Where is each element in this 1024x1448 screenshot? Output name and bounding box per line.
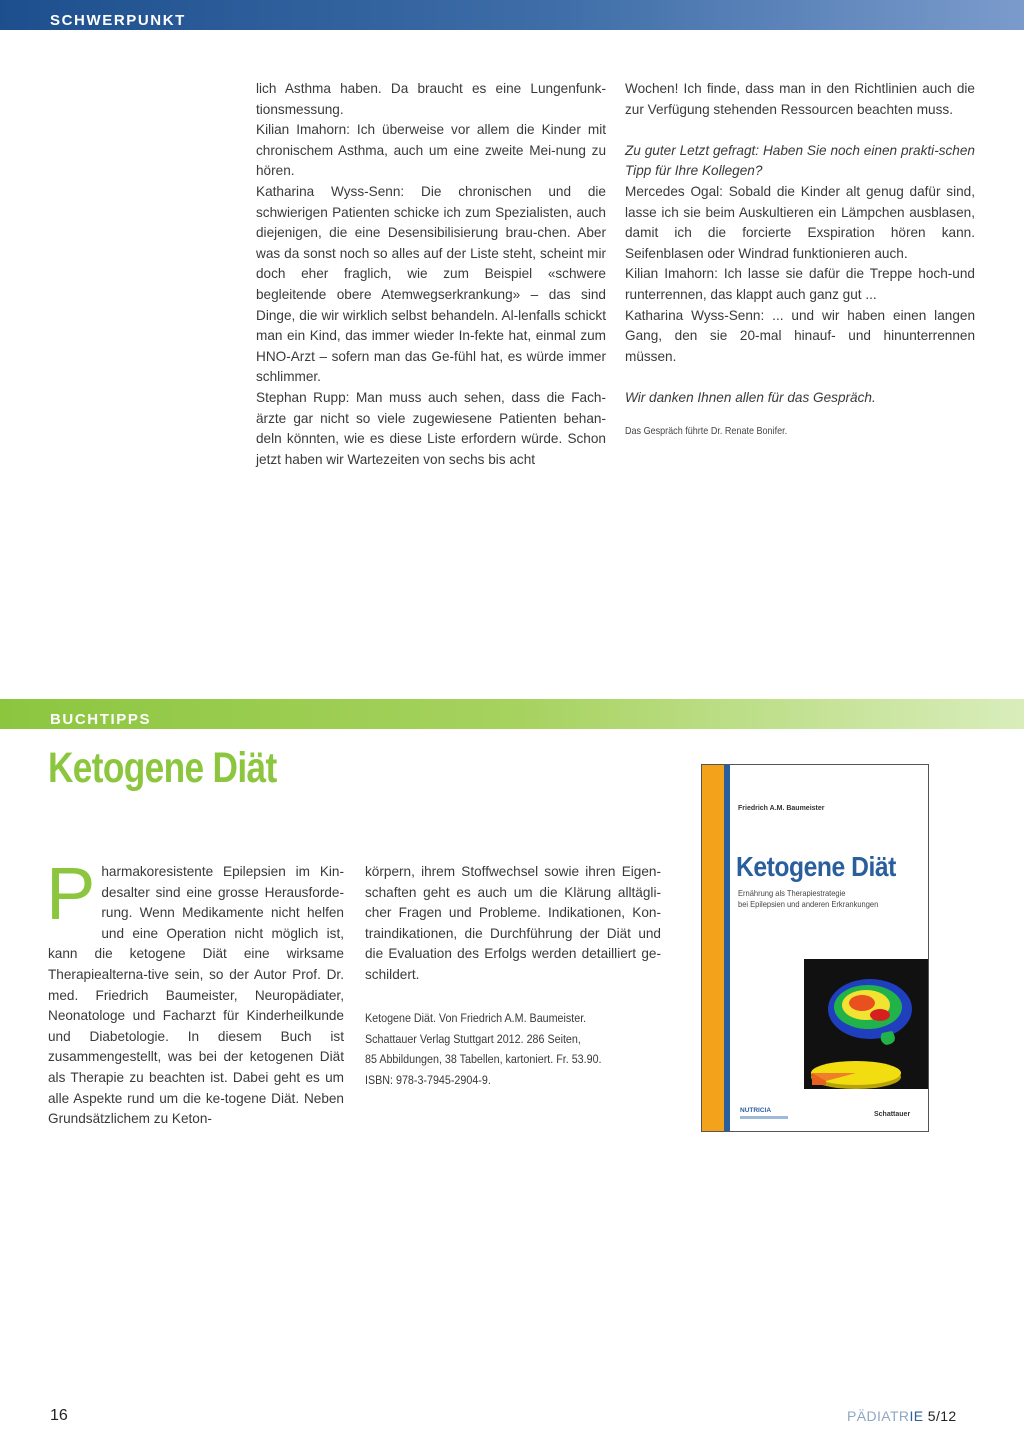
speaker-name: Mercedes Ogal:	[625, 183, 723, 199]
paragraph-text: Man muss auch sehen, dass die Fach-ärzte gar nicht so viele zugewiesene Patienten behan-deln könnten, wie es diese Liste erfordern würde. Schon jetzt haben wir Wartezeiten von sechs bis acht	[256, 389, 606, 467]
speaker-name: Kilian Imahorn:	[256, 122, 350, 138]
book-cover-image	[701, 764, 929, 1132]
brain-scan-icon	[820, 971, 920, 1051]
cover-spine-stripe	[702, 765, 724, 1131]
pie-chart-icon	[806, 1055, 906, 1095]
paragraph: Wochen! Ich finde, dass man in den Richtlinien auch die zur Verfügung stehenden Ressourcen beachten muss.	[625, 81, 975, 117]
reference-line: 85 Abbildungen, 38 Tabellen, kartoniert. Fr. 53.90.	[365, 1052, 602, 1066]
interview-credit: Das Gespräch führte Dr. Renate Bonifer.	[625, 424, 788, 437]
section-label: SCHWERPUNKT	[50, 12, 186, 29]
interview-column-1	[256, 79, 606, 470]
reference-line: Ketogene Diät. Von Friedrich A.M. Baumeister.	[365, 1011, 587, 1025]
paragraph	[256, 79, 606, 120]
magazine-issue	[847, 1408, 957, 1424]
spacer	[625, 367, 975, 388]
speaker-name: Kilian Imahorn:	[625, 266, 718, 282]
section-label: BUCHTIPPS	[50, 711, 152, 728]
page-number: 16	[50, 1407, 68, 1424]
paragraph-text: harmakoresistente Epilepsien im Kin-desalter sind eine grosse Herausforde-rung. Wenn Medikamente nicht helfen und eine Operation nicht möglich ist, kann die ketogene Diät eine wirksame Therapiealterna-tive sein, so der Autor Prof. Dr. med. Friedrich Baumeister, Neuropädiater, Neonatologe und Facharzt für Kinderheilkunde und Diabetologie. In diesem Buch ist zusammengestellt, was bei der ketogenen Diät als Therapie zu beachten ist. Dabei geht es um alle Aspekte rund um die ke-togene Diät. Neben Grundsätzlichem zu Keton-	[48, 864, 344, 1127]
interview-column-2	[625, 79, 975, 441]
closing-thanks: Wir danken Ihnen allen für das Gespräch.	[625, 389, 876, 405]
review-column-1	[46, 852, 344, 1130]
interview-question: Zu guter Letzt gefragt: Haben Sie noch einen prakti-schen Tipp für Ihre Kollegen?	[625, 142, 975, 179]
paragraph: körpern, ihrem Stoffwechsel sowie ihren Eigen-schaften geht es auch um die Klärung alltägli-cher Fragen und Probleme. Indikationen, Kon-traindikationen, die Durchführung der Diät und die Evaluation des Erfolgs werden detailliert ge-schildert.	[365, 864, 661, 982]
cover-author: Friedrich A.M. Baumeister	[738, 805, 825, 812]
magazine-name-accent: IE	[909, 1408, 924, 1424]
article-title: Ketogene Diät	[48, 744, 277, 792]
cover-subtitle: Ernährung als Therapiestrategie	[738, 889, 846, 898]
paragraph	[46, 852, 344, 1130]
magazine-name: PÄDIATR	[847, 1408, 910, 1424]
paragraph-text: Ich lasse sie dafür die Treppe hoch-und runterrennen, das klappt auch ganz gut ...	[625, 266, 975, 302]
publisher-logo: Schattauer	[874, 1111, 911, 1118]
paragraph	[625, 182, 975, 264]
paragraph-text: Sobald die Kinder alt genug dafür sind, lasse ich sie beim Auskultieren ein Lämpchen ausblasen, damit ich die forcierte Exspiration hören kann. Seifenblasen oder Windrad funktionieren auch.	[625, 183, 975, 261]
cover-title: Ketogene Diät	[736, 851, 896, 882]
reference-line: ISBN: 978-3-7945-2904-9.	[365, 1072, 491, 1087]
paragraph	[256, 182, 606, 388]
section-header-band	[0, 0, 1024, 30]
speaker-name: Katharina Wyss-Senn:	[256, 183, 405, 199]
paragraph	[256, 388, 606, 470]
speaker-name: Katharina Wyss-Senn:	[625, 307, 765, 323]
paragraph	[256, 120, 606, 182]
issue-number: 5/12	[923, 1408, 957, 1424]
spacer	[625, 120, 975, 141]
paragraph-text: Die chronischen und die schwierigen Patienten schicke ich zum Spezialisten, auch diejenigen, die eine Desensibilisierung brau-chen. Aber was da sonst noch so alles auf der Liste steht, scheint mir doch eher fraglich, wie zum Beispiel «schwere begleitende obere Atemwegserkrankung» – das sind Dinge, die wir wirklich selbst behandeln. Al-lenfalls schickt man ein Kind, das immer wieder In-fekte hat, einmal zum HNO-Arzt – sofern man das Ge-fühl hat, es würde immer schlimmer.	[256, 183, 606, 385]
paragraph	[625, 264, 975, 305]
paragraph-text: lich Asthma haben. Da braucht es eine Lungenfunk-tionsmessung.	[256, 81, 606, 117]
review-column-2	[365, 862, 661, 986]
paragraph-text: ... und wir haben einen langen Gang, den sie 20-mal hinauf- und hinunterrennen müssen.	[625, 307, 976, 364]
sponsor-logo: NUTRICIA	[740, 1107, 772, 1114]
paragraph	[625, 306, 975, 368]
reference-line: Schattauer Verlag Stuttgart 2012. 286 Seiten,	[365, 1031, 581, 1046]
book-reference	[365, 1008, 602, 1090]
cover-accent-stripe	[724, 765, 730, 1131]
buchtipps-header-band	[0, 699, 1024, 729]
paragraph-text: Ich überweise vor allem die Kinder mit chronischem Asthma, auch um eine zweite Mei-nung zu hören.	[256, 122, 606, 179]
sponsor-logo-bar	[740, 1116, 788, 1119]
speaker-name: Stephan Rupp:	[256, 389, 350, 405]
drop-cap: P	[46, 852, 96, 935]
cover-subtitle: bei Epilepsien und anderen Erkrankungen	[738, 900, 879, 909]
